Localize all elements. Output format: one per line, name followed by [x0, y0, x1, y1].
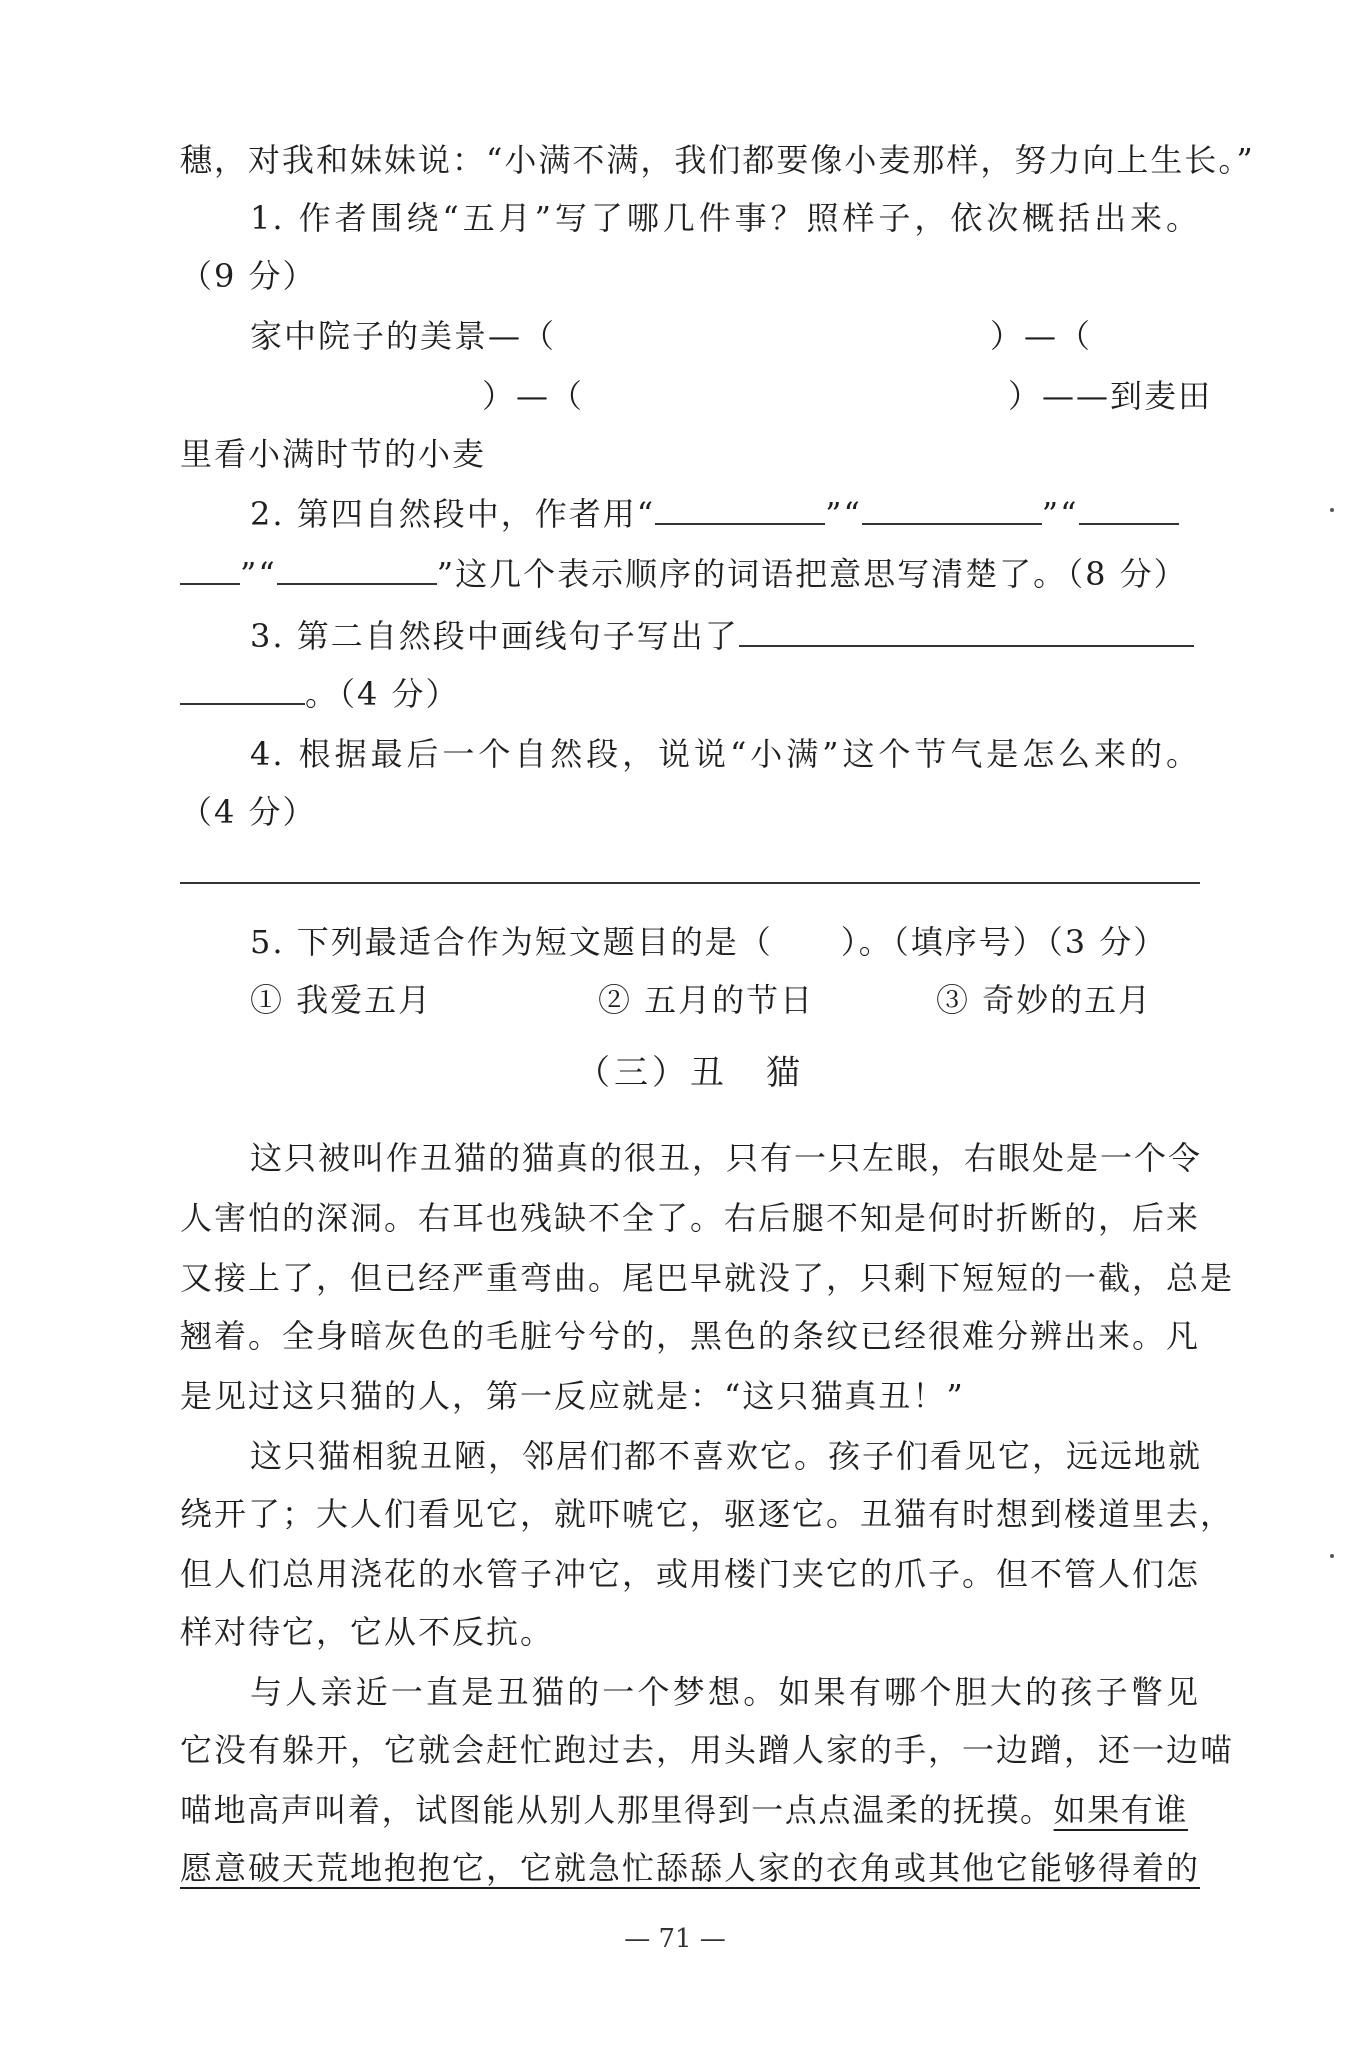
question-3-score: 。（4 分） [305, 675, 460, 713]
answer-rule[interactable] [180, 882, 1200, 884]
scan-mark [1330, 1554, 1334, 1558]
option-3: ③ 奇妙的五月 [936, 981, 1153, 1019]
paragraph-text: 喵地高声叫着，试图能从别人那里得到一点点温柔的抚摸。 [180, 1791, 1054, 1829]
blank-1[interactable] [655, 493, 825, 525]
question-1: 1. 作者围绕“五月”写了哪几件事？照样子，依次概括出来。 [250, 199, 1200, 237]
blank-3b[interactable] [180, 553, 240, 585]
paragraph-line: 这只被叫作丑猫的猫真的很丑，只有一只左眼，右眼处是一个令 [250, 1139, 1203, 1177]
question-3-cont [180, 672, 1200, 716]
option-1: ① 我爱五月 [250, 981, 433, 1019]
paragraph-line: 绕开了；大人们看见它，就吓唬它，驱逐它。丑猫有时想到楼道里去， [180, 1495, 1235, 1533]
question-2-cont [180, 552, 1200, 596]
option-2: ② 五月的节日 [598, 981, 815, 1019]
answer-line-1-mid: ）—（ [990, 317, 1093, 355]
question-1-score: （9 分） [180, 257, 317, 295]
question-4: 4. 根据最后一个自然段，说说“小满”这个节气是怎么来的。 [250, 735, 1200, 773]
blank-2[interactable] [862, 493, 1042, 525]
page-number: — 71 — [624, 1924, 726, 1954]
question-5: 5. 下列最适合作为短文题目的是（ ）。（填序号）（3 分） [250, 923, 1168, 961]
paragraph-line: 它没有躲开，它就会赶忙跑过去，用头蹭人家的手，一边蹭，还一边喵 [180, 1731, 1235, 1769]
answer-line-1-start: 家中院子的美景—（ [250, 317, 557, 355]
paragraph-line [180, 1788, 1200, 1832]
paragraph-line: 但人们总用浇花的水管子冲它，或用楼门夹它的爪子。但不管人们怎 [180, 1555, 1201, 1593]
paragraph-line: 是见过这只猫的人，第一反应就是：“这只猫真丑！” [180, 1377, 965, 1415]
blank-q3a[interactable] [739, 615, 1194, 647]
quote-sep: ”“ [1041, 495, 1079, 533]
paragraph-line: 样对待它，它从不反抗。 [180, 1613, 555, 1651]
question-3-text: 3. 第二自然段中画线句子写出了 [250, 617, 739, 655]
blank-q3b[interactable] [180, 673, 305, 705]
underlined-sentence: 愿意破天荒地抱抱它，它就急忙舔舔人家的衣角或其他它能够得着的 [180, 1849, 1201, 1887]
blank-3a[interactable] [1079, 493, 1179, 525]
paragraph-line: 翘着。全身暗灰色的毛脏兮兮的，黑色的条纹已经很难分辨出来。凡 [180, 1317, 1201, 1355]
text-line: 穗，对我和妹妹说：“小满不满，我们都要像小麦那样，努力向上生长。” [180, 141, 1255, 179]
answer-line-3: 里看小满时节的小麦 [180, 435, 487, 473]
blank-4[interactable] [277, 553, 437, 585]
question-3 [250, 614, 1200, 658]
paragraph-line: 人害怕的深洞。右耳也残缺不全了。右后腿不知是何时折断的，后来 [180, 1199, 1201, 1237]
quote-sep: ”“ [825, 495, 862, 533]
scan-mark [1330, 508, 1334, 512]
paragraph-line: 这只猫相貌丑陋，邻居们都不喜欢它。孩子们看见它，远远地就 [250, 1437, 1203, 1475]
question-2 [250, 492, 1200, 536]
question-2-tail: ”这几个表示顺序的词语把意思写清楚了。（8 分） [436, 555, 1188, 593]
paragraph-line: 又接上了，但已经严重弯曲。尾巴早就没了，只剩下短短的一截，总是 [180, 1259, 1235, 1297]
question-2-text: 2. 第四自然段中，作者用“ [250, 495, 656, 533]
underlined-sentence: 如果有谁 [1053, 1791, 1189, 1829]
quote-sep: ”“ [240, 555, 277, 593]
section-title: （三）丑 猫 [576, 1053, 804, 1093]
paragraph-line: 与人亲近一直是丑猫的一个梦想。如果有哪个胆大的孩子瞥见 [250, 1673, 1200, 1711]
answer-line-2-mid: ）—（ [482, 377, 585, 415]
question-4-score: （4 分） [180, 793, 317, 831]
answer-line-2-end: ）——到麦田 [1008, 377, 1213, 415]
